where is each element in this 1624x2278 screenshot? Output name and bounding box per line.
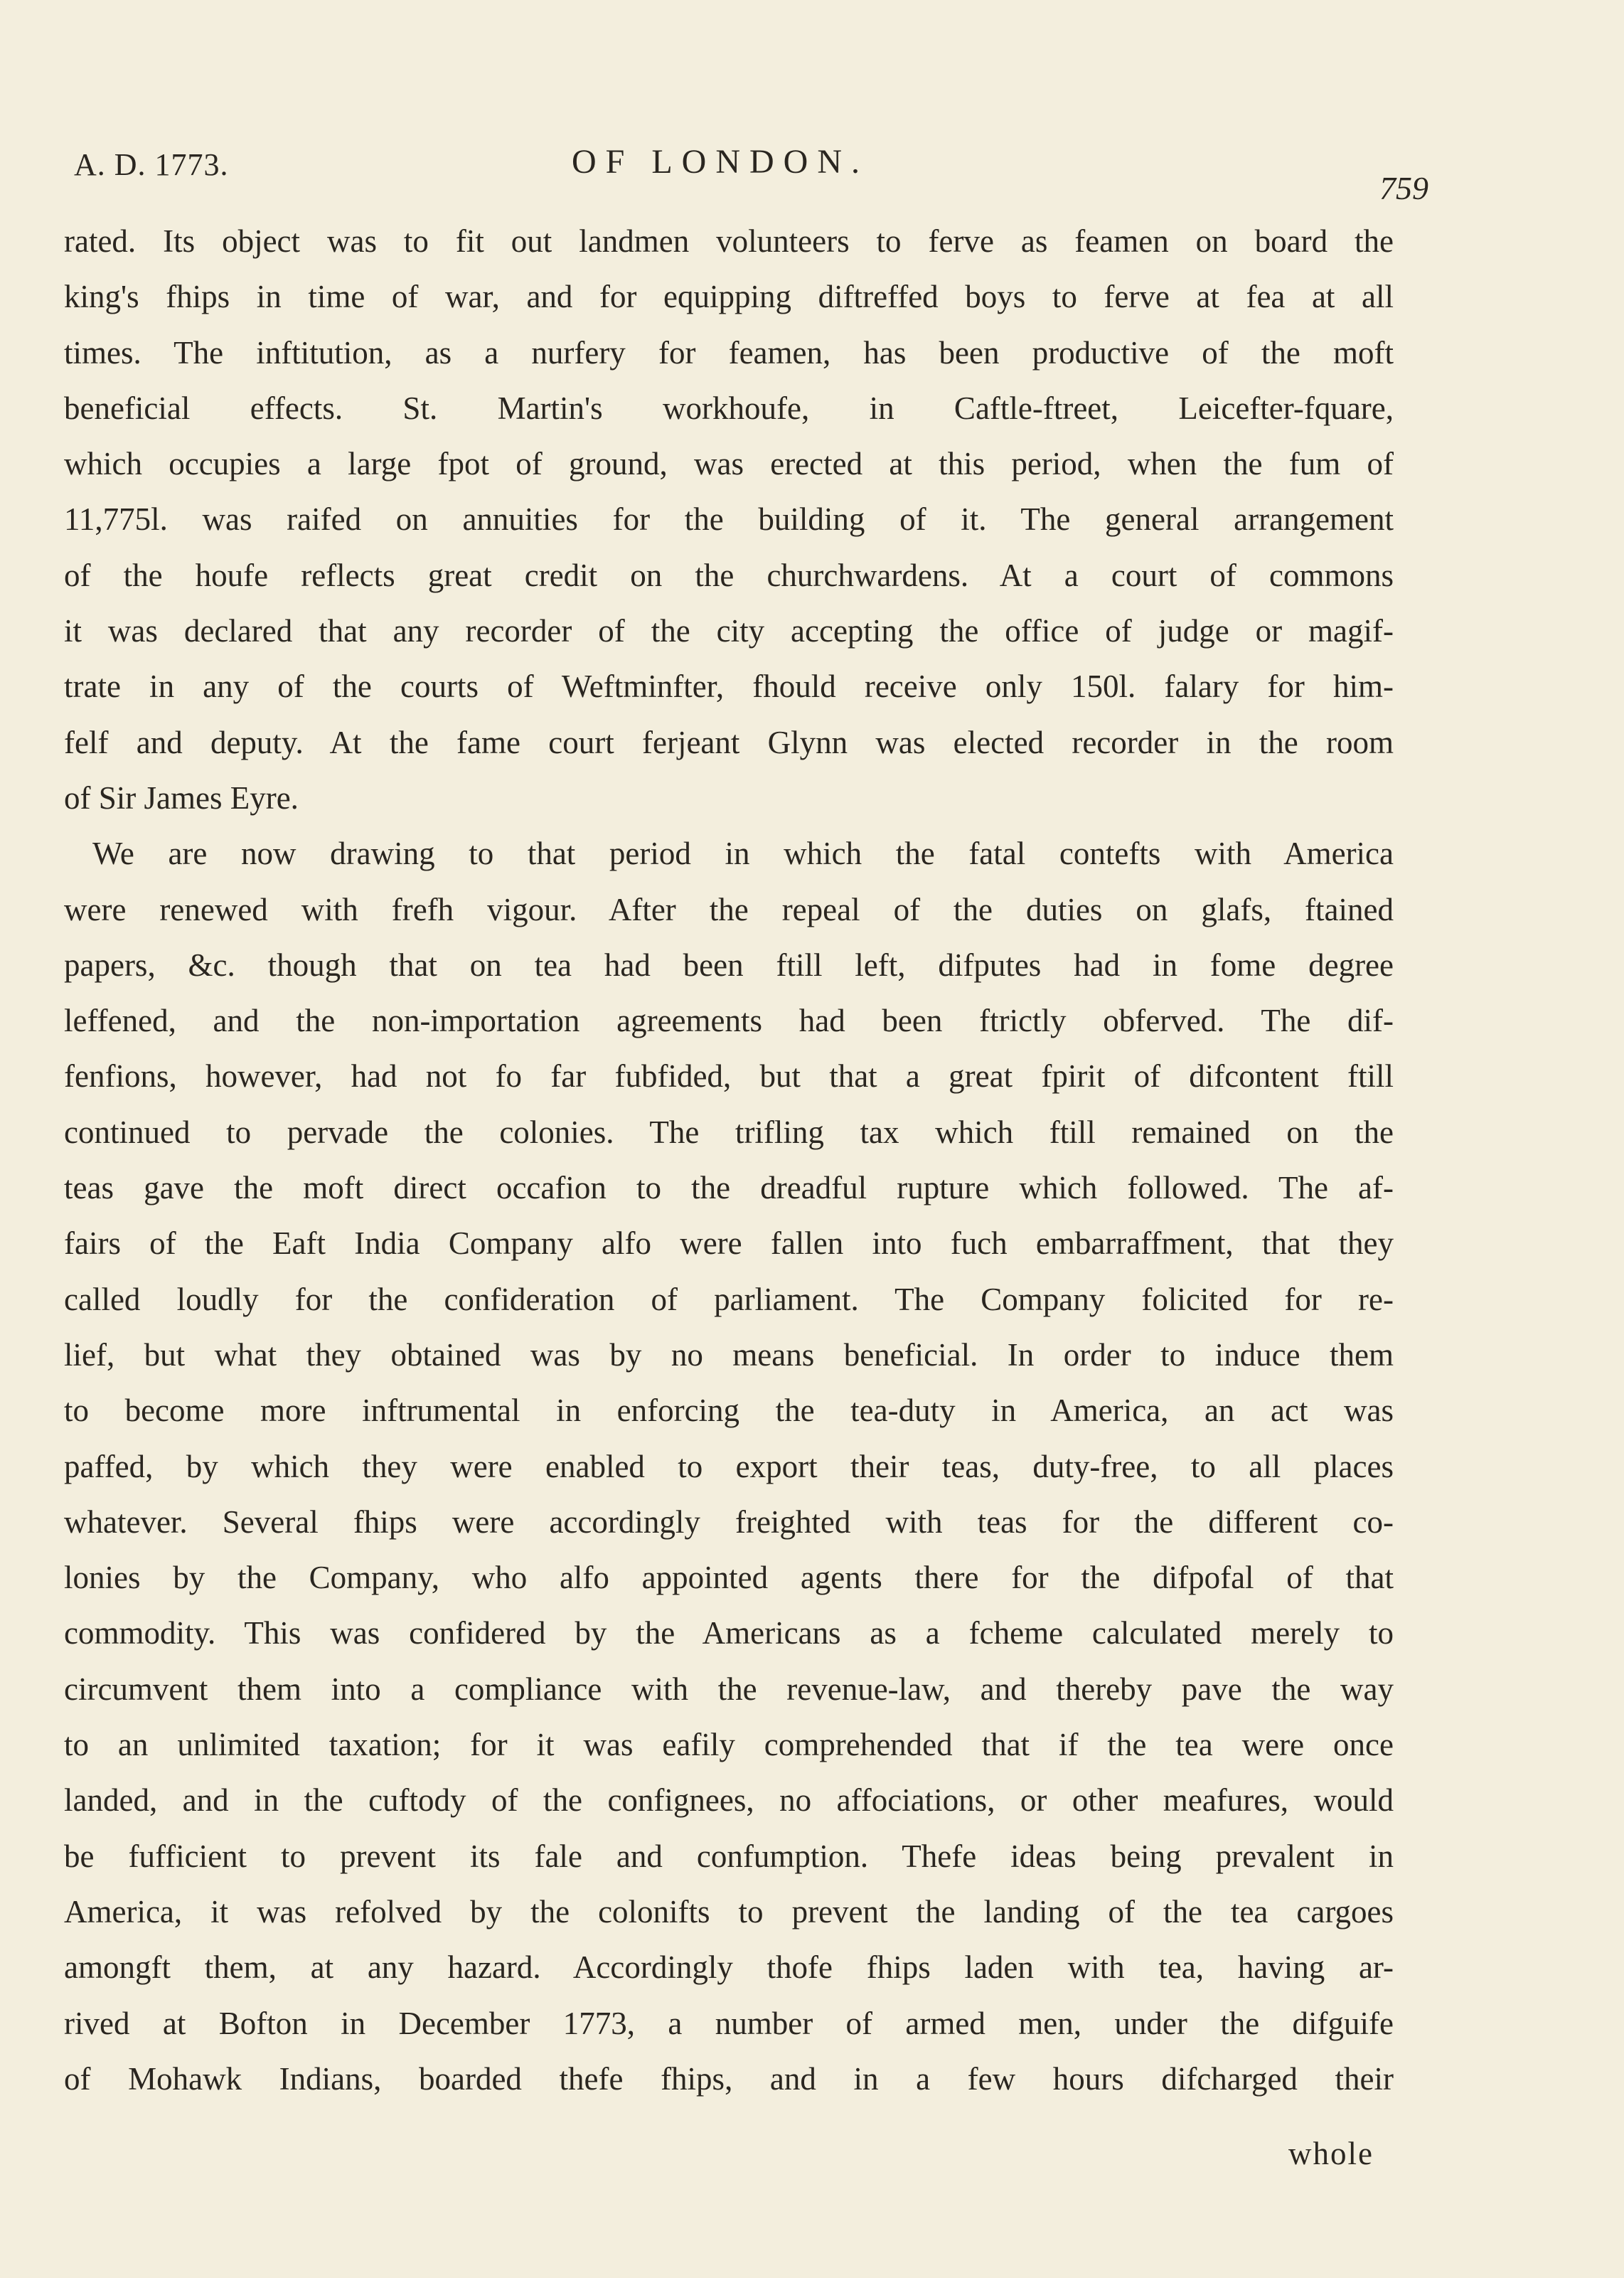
- text-line: America, it was refolved by the colonifts to prevent the landing of the tea cargoes: [64, 1893, 1394, 1930]
- text-line: times. The inftitution, as a nurfery for feamen, has been productive of the moft: [64, 334, 1394, 371]
- header-date: A. D. 1773.: [74, 147, 229, 182]
- text-line: continued to pervade the colonies. The trifling tax which ftill remained on the: [64, 1114, 1394, 1150]
- text-line: commodity. This was confidered by the Americans as a fcheme calculated merely to: [64, 1615, 1394, 1651]
- text-line: paffed, by which they were enabled to export their teas, duty-free, to all places: [64, 1448, 1394, 1484]
- text-line: of the houfe reflects great credit on the churchwardens. At a court of commons: [64, 557, 1394, 593]
- text-line: of Mohawk Indians, boarded thefe fhips, and in a few hours difcharged their: [64, 2060, 1394, 2097]
- catchword: whole: [1288, 2136, 1374, 2171]
- text-line: were renewed with frefh vigour. After the repeal of the duties on glafs, ftained: [64, 891, 1394, 927]
- text-line: to become more inftrumental in enforcing the tea-duty in America, an act was: [64, 1393, 1394, 1429]
- text-line: leffened, and the non-importation agreements had been ftrictly obferved. The dif-: [64, 1003, 1394, 1039]
- text-line: whatever. Several fhips were accordingly freighted with teas for the different co-: [64, 1503, 1394, 1540]
- text-line: be fufficient to prevent its fale and confumption. Thefe ideas being prevalent in: [64, 1838, 1394, 1874]
- running-head: [74, 142, 1428, 206]
- text-line: teas gave the moft direct occafion to the dreadful rupture which followed. The af-: [64, 1170, 1394, 1206]
- text-line: felf and deputy. At the fame court ferjeant Glynn was elected recorder in the room: [64, 724, 1394, 760]
- header-title: OF LONDON.: [572, 143, 869, 181]
- text-line: papers, &c. though that on tea had been ftill left, difputes had in fome degree: [64, 947, 1394, 983]
- text-line: rated. Its object was to fit out landmen volunteers to ferve as feamen on board the: [64, 223, 1394, 259]
- text-line: king's fhips in time of war, and for equipping diftreffed boys to ferve at fea at all: [64, 279, 1394, 315]
- text-line: lief, but what they obtained was by no means beneficial. In order to induce them: [64, 1336, 1394, 1373]
- page-number: 759: [1379, 170, 1428, 206]
- text-line: it was declared that any recorder of the city accepting the office of judge or magif-: [64, 613, 1394, 649]
- text-line: called loudly for the confideration of parliament. The Company folicited for re-: [64, 1281, 1394, 1317]
- text-line: to an unlimited taxation; for it was eafily comprehended that if the tea were once: [64, 1727, 1394, 1763]
- text-line: of Sir James Eyre.: [64, 779, 299, 816]
- text-line: landed, and in the cuftody of the confignees, no affociations, or other meafures, would: [64, 1782, 1394, 1819]
- text-line: rived at Bofton in December 1773, a number of armed men, under the difguife: [64, 2005, 1394, 2041]
- text-line: lonies by the Company, who alfo appointed agents there for the difpofal of that: [64, 1560, 1394, 1596]
- text-line: which occupies a large fpot of ground, was erected at this period, when the fum of: [64, 446, 1394, 482]
- text-line: fenfions, however, had not fo far fubfided, but that a great fpirit of difcontent ftill: [64, 1058, 1394, 1095]
- text-line: circumvent them into a compliance with the revenue-law, and thereby pave the way: [64, 1671, 1394, 1707]
- text-line: We are now drawing to that period in which the fatal contefts with America: [92, 836, 1394, 872]
- text-line: fairs of the Eaft India Company alfo were fallen into fuch embarraffment, that they: [64, 1225, 1394, 1262]
- text-line: trate in any of the courts of Weftminfter, fhould receive only 150l. falary for him-: [64, 669, 1394, 705]
- body-text: [64, 213, 1394, 2107]
- text-line: amongft them, at any hazard. Accordingly thofe fhips laden with tea, having ar-: [64, 1949, 1394, 1986]
- text-line: beneficial effects. St. Martin's workhoufe, in Caftle-ftreet, Leicefter-fquare,: [64, 390, 1394, 426]
- text-line: 11,775l. was raifed on annuities for the building of it. The general arrangement: [64, 501, 1394, 538]
